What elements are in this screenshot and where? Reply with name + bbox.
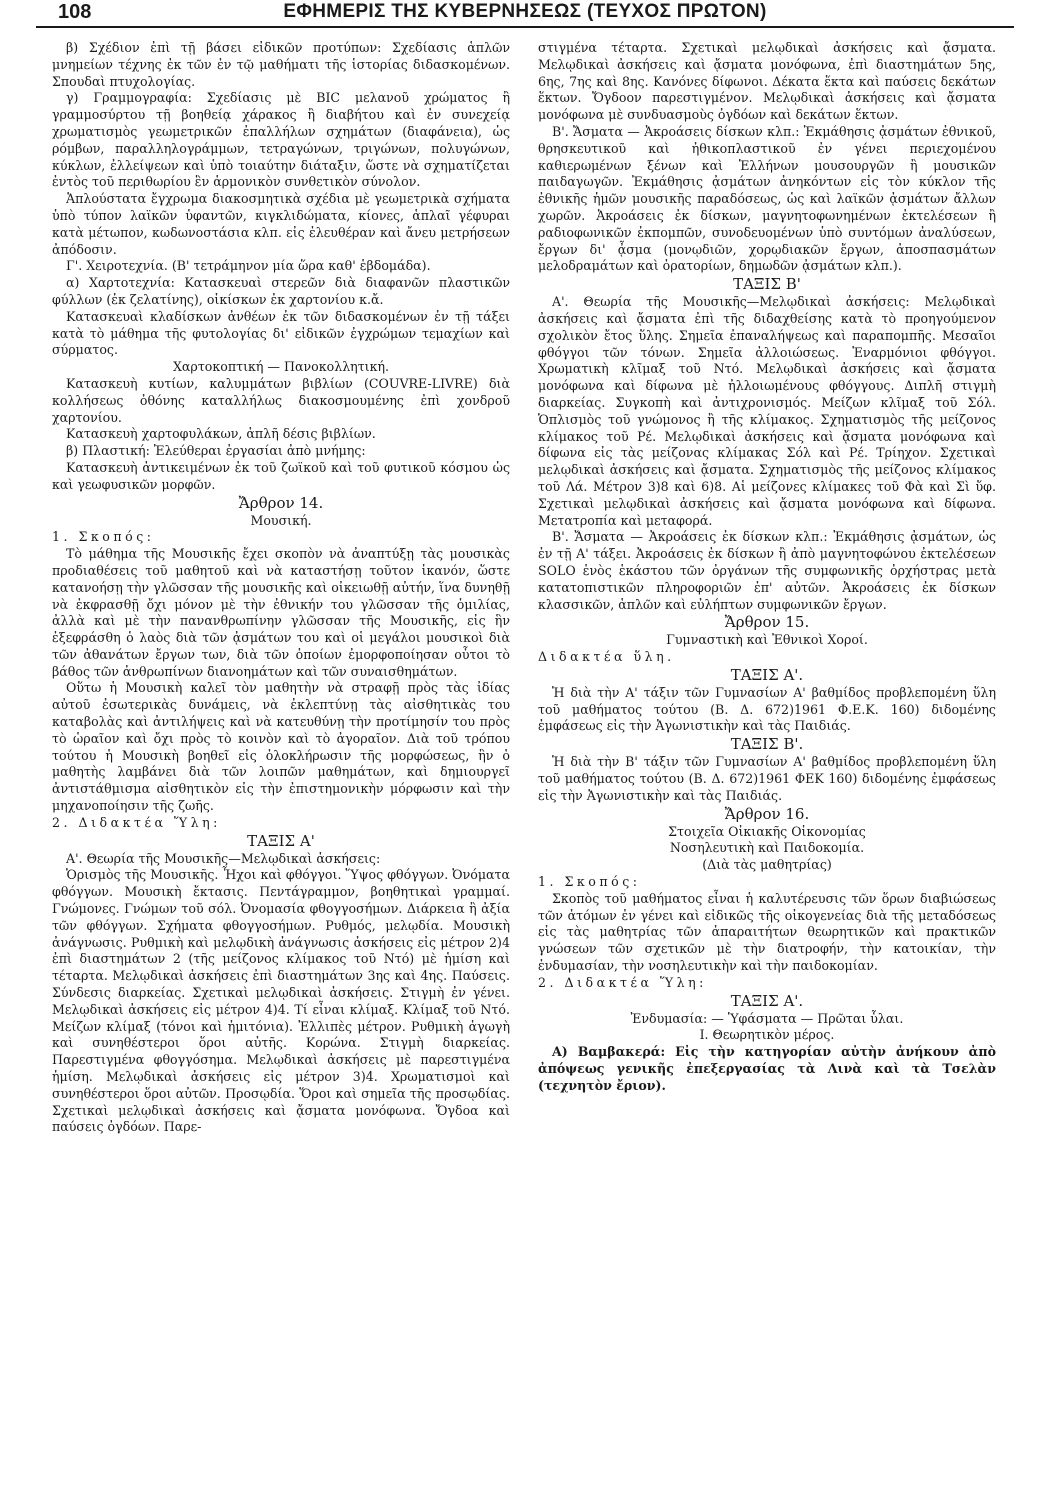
class-heading: ΤΑΞΙΣ Α': [247, 831, 315, 850]
article-subheading: Νοσηλευτικὴ καὶ Παιδοκομία.: [669, 840, 865, 856]
section-heading: 2. Διδακτέα Ὕλη:: [538, 974, 707, 990]
gazette-title: ΕΦΗΜΕΡΙΣ ΤΗΣ ΚΥΒΕΡΝΗΣΕΩΣ (ΤΕΥΧΟΣ ΠΡΩΤΟΝ): [283, 1, 767, 22]
left-column: [52, 40, 510, 1136]
paragraph: Α'. Θεωρία τῆς Μουσικῆς—Μελῳδικαὶ ἀσκήσεις: Μελῳδικαὶ ἀσκήσεις καὶ ᾄσματα ἐπὶ τῆς διδαχθείσης κατὰ τὸ προηγούμενον σχολικὸν ἔτος ὕλης. Σημεῖα ἐπαναλήψεως καὶ παραπομπῆς. Μεσαῖοι φθόγγοι τῶν τόνων. Σημεῖα ἀλλοιώσεως. Ἐναρμόνιοι φθόγγοι. Χρωματικὴ κλῖμαξ τοῦ Ντό. Μελῳδικαὶ ἀσκήσεις καὶ ᾄσματα μονόφωνα καὶ δίφωνα μὲ ἠλλοιωμένους φθόγγους. Διπλῆ στιγμὴ διαρκείας. Συγκοπὴ καὶ ἀντιχρονισμός. Μείζων κλῖμαξ τοῦ Σόλ. Ὁπλισμὸς τοῦ γνώμονος ἢ τῆς κλίμακος. Σχηματισμὸς τῆς μείζονος κλίμακος τοῦ Ρέ. Μελῳδικαὶ ἀσκήσεις καὶ ᾄσματα μονόφωνα καὶ δίφωνα εἰς τὰς μείζονας κλίμακας Σόλ καὶ Ρέ. Τρίηχον. Σχετικαὶ μελῳδικαὶ ἀσκήσεις καὶ ᾄσματα. Σχηματισμὸς τῆς μείζονος κλίμακος τοῦ Λά. Μέτρον 3)8 καὶ 6)8. Αἱ μείζονες κλίμακες τοῦ Φὰ καὶ Σὶ ὕφ. Σχετικαὶ μελῳδικαὶ ἀσκήσεις καὶ ᾄσματα μονόφωνα καὶ δίφωνα. Μετατροπία καὶ μεταφορά.: [538, 294, 996, 528]
article-heading: Ἄρθρον 14.: [238, 493, 324, 512]
paragraph: Ὁρισμὸς τῆς Μουσικῆς. Ἦχοι καὶ φθόγγοι. Ὕψος φθόγγων. Ὀνόματα φθόγγων. Μουσικὴ ἔκτασις. Πεντάγραμμον, βοηθητικαὶ γραμμαί. Γνώμονες. Γνώμων τοῦ σόλ. Ὀνομασία φθογγοσήμων. Διάρκεια ἢ ἀξία τῶν φθόγγων. Σχήματα φθογγοσήμων. Ρυθμός, μελῳδία. Μουσικὴ ἀνάγνωσις. Ρυθμικὴ καὶ μελῳδικὴ ἀνάγνωσις ἀσκήσεις εἰς μέτρον 2)4 ἐπὶ διαστημάτων 2 (τῆς μείζονος κλίμακος τοῦ Ντό) μὲ ἡμίση καὶ τέταρτα. Μελῳδικαὶ ἀσκήσεις ἐπὶ διαστημάτων 3ης καὶ 4ης. Παύσεις. Σύνδεσις διαρκείας. Σχετικαὶ μελῳδικαὶ ἀσκήσεις. Στιγμὴ ἐν γένει. Μελῳδικαὶ ἀσκήσεις εἰς μέτρον 4)4. Τί εἶναι κλίμαξ. Κλίμαξ τοῦ Ντό. Μείζων κλίμαξ (τόνοι καὶ ἡμιτόνια). Ἐλλιπὲς μέτρον. Ρυθμικὴ ἀγωγὴ καὶ συνηθέστεροι ὅροι αὐτῆς. Κορώνα. Στιγμὴ διαρκείας. Παρεστιγμένα φθογγόσημα. Μελῳδικαὶ ἀσκήσεις μὲ παρεστιγμένα ἡμίση. Μελῳδικαὶ ἀσκήσεις εἰς μέτρον 3)4. Χρωματισμοὶ καὶ συνηθέστεροι ὅροι αὐτῶν. Προσῳδία. Ὅροι καὶ σημεῖα τῆς προσῳδίας. Σχετικαὶ μελῳδικαὶ ἀσκήσεις καὶ ᾄσματα μονόφωνα. Ὄγδοα καὶ παύσεις ὀγδόων. Παρε-: [52, 867, 510, 1135]
paragraph: Σκοπὸς τοῦ μαθήματος εἶναι ἡ καλυτέρευσις τῶν ὅρων διαβιώσεως τῶν ἀτόμων ἐν γένει καὶ εἰδικῶς τῆς οἰκογενείας διὰ τῆς μεταδόσεως εἰς τὰς μαθητρίας τῶν ἀπαραιτήτων θεωρητικῶν καὶ πρακτικῶν γνώσεων τῶν σχετικῶν μὲ τὴν διατροφήν, τὴν κατοικίαν, τὴν ἐνδυμασίαν, τὴν νοσηλευτικὴν καὶ τὴν παιδοκομίαν.: [538, 890, 996, 974]
subheading: Ι. Θεωρητικὸν μέρος.: [699, 1027, 835, 1043]
article-subheading: (Διὰ τὰς μαθητρίας): [702, 857, 832, 873]
article-subheading: Μουσική.: [250, 512, 312, 528]
page-header: [36, 0, 1014, 28]
paragraph: Κατασκευὴ κυτίων, καλυμμάτων βιβλίων (COUVRE-LIVRE) διὰ κολλήσεως ὀθόνης καταλλήλως διακοσμουμένης ἐπὶ χονδροῦ χαρτονίου.: [52, 375, 510, 425]
paragraph: Οὕτω ἡ Μουσικὴ καλεῖ τὸν μαθητὴν νὰ στραφῇ πρὸς τὰς ἰδίας αὐτοῦ ἐσωτερικὰς δυνάμεις, νὰ ἐκλεπτύνῃ τὰς αἰσθητικὰς του καταβολὰς καὶ ἀντιλήψεις καὶ νὰ κατευθύνῃ τὴν προτίμησίν του πρὸς τὸ ὡραῖον καὶ ὄχι πρὸς τὸ κοινὸν καὶ τὸ ἀγοραῖον. Διὰ τοῦ τρόπου τούτου ἡ Μουσικὴ βοηθεῖ εἰς ὁλοκλήρωσιν τῆς μορφώσεως, ἣν ὁ μαθητὴς λαμβάνει διὰ τῶν λοιπῶν μαθημάτων, καὶ δημιουργεῖ ἀντιστάθμισμα αἰσθητικὸν εἰς τὴν ἐπιστημονικὴν μόρφωσιν καὶ τὴν μηχανοποίησιν τῆς ζωῆς.: [52, 680, 510, 814]
paragraph: Α'. Θεωρία τῆς Μουσικῆς—Μελῳδικαὶ ἀσκήσεις:: [66, 850, 381, 866]
subheading: Χαρτοκοπτική — Πανοκολλητική.: [172, 359, 390, 375]
section-heading: 1. Σκοπός:: [52, 529, 155, 545]
class-heading: ΤΑΞΙΣ Α'.: [730, 991, 804, 1010]
paragraph: Β'. Ἄσματα — Ἀκροάσεις δίσκων κλπ.: Ἐκμάθησις ᾀσμάτων ἐθνικοῦ, θρησκευτικοῦ καὶ ἠθικοπλαστικοῦ ἐν γένει περιεχομένου καθιερωμένων ξένων καὶ Ἑλλήνων μουσουργῶν ἢ μουσικῶν παιδαγωγῶν. Ἐκμάθησις ᾀσμάτων ἀνηκόντων εἰς τὸν κύκλον τῆς ἐθνικῆς ἡμῶν μουσικῆς παραδόσεως, ὡς καὶ λαϊκῶν ᾀσμάτων ἄλλων χωρῶν. Ἀκροάσεις ἐκ δίσκων, μαγνητοφωνημένων ἐκτελέσεων ἢ ραδιοφωνικῶν ἐκπομπῶν, συνοδευομένων ὑπὸ συντόμων ἀναλύσεων, ἔργων δι' ᾆσμα (μονῳδιῶν, χορῳδιακῶν ἔργων, ἀποσπασμάτων μελοδραμάτων καὶ ὀρατορίων, δημωδῶν ᾀσμάτων κλπ.).: [538, 123, 996, 274]
paragraph: Α) Βαμβακερά: Εἰς τὴν κατηγορίαν αὐτὴν ἀνήκουν ἀπὸ ἀπόψεως γενικῆς ἐπεξεργασίας τὰ Λινὰ καὶ τὰ Τσελὰν (τεχνητὸν ἔριον).: [538, 1044, 996, 1093]
article-heading: Ἄρθρον 16.: [724, 804, 810, 823]
subheading: Ἐνδυμασία: — Ὑφάσματα — Πρῶται ὗλαι.: [630, 1010, 904, 1026]
paragraph: α) Χαρτοτεχνία: Κατασκευαὶ στερεῶν διὰ διαφανῶν πλαστικῶν φύλλων (ἐκ ζελατίνης), οἰκίσκων ἐκ χαρτονίου κ.ἄ.: [52, 275, 510, 307]
class-heading: ΤΑΞΙΣ Β'.: [730, 735, 804, 754]
paragraph: Ἡ διὰ τὴν Β' τάξιν τῶν Γυμνασίων Α' βαθμίδος προβλεπομένη ὕλη τοῦ μαθήματος τούτου (Β. Δ. 672)1961 ΦΕΚ 160) διδομένης ἐμφάσεως εἰς τὴν Ἀγωνιστικὴν καὶ τὰς Παιδιάς.: [538, 754, 996, 803]
paragraph: Κατασκευὴ χαρτοφυλάκων, ἁπλῆ δέσις βιβλίων.: [66, 426, 376, 442]
section-heading: 2. Διδακτέα Ὕλη:: [52, 814, 221, 830]
paragraph: Ἁπλούστατα ἔγχρωμα διακοσμητικὰ σχέδια μὲ γεωμετρικὰ σχήματα ὑπὸ τύπον λαϊκῶν ὑφαντῶν, κιγκλιδώματα, κίονες, ἁπλαῖ γέφυραι κατὰ μέτωπον, κωδωνοστάσια κλπ. εἰς ἐλευθέραν καὶ ἄνευ μετρήσεων ἀπόδοσιν.: [52, 191, 510, 257]
page-number: 108: [58, 1, 92, 23]
paragraph: Γ'. Χειροτεχνία. (Β' τετράμηνον μία ὥρα καθ' ἑβδομάδα).: [66, 258, 431, 274]
class-heading: ΤΑΞΙΣ Α'.: [730, 665, 804, 684]
paragraph: γ) Γραμμογραφία: Σχεδίασις μὲ BIC μελανοῦ χρώματος ἢ γραμμοσύρτου τῇ βοηθείᾳ χάρακος ἢ διαβήτου καὶ ἐν συνεχείᾳ χρωματισμὸς γεωμετρικῶν ἐπαλλήλων σχημάτων (διαφάνεια), ὡς ρόμβων, παραλληλογράμμων, τετραγώνων, τριγώνων, πολυγώνων, κύκλων, ἐλλείψεων καὶ ὑπὸ τοιαύτην διάταξιν, ὥστε νὰ σχηματίζεται ἐντὸς τοῦ περιθωρίου ἓν ἁρμονικὸν συνθετικὸν σύνολον.: [52, 90, 510, 190]
paragraph: β) Σχέδιον ἐπὶ τῇ βάσει εἰδικῶν προτύπων: Σχεδίασις ἁπλῶν μνημείων τέχνης ἐκ τῶν ἐν τῷ μαθήματι τῆς ἱστορίας διδασκομένων. Σπουδαὶ πτυχολογίας.: [52, 40, 510, 89]
paragraph: Τὸ μάθημα τῆς Μουσικῆς ἔχει σκοπὸν νὰ ἀναπτύξῃ τὰς μουσικὰς προδιαθέσεις τοῦ μαθητοῦ καὶ νὰ καταστήσῃ τοῦτον ἱκανόν, ὥστε κατανοήσῃ τὴν γλῶσσαν τῆς μουσικῆς καὶ οἰκειωθῇ αὐτήν, ἵνα δυνηθῇ νὰ ἐκφρασθῇ ὄχι μόνον μὲ τὴν ἐθνικήν του γλῶσσαν τῆς ὁμιλίας, ἀλλὰ καὶ μὲ τὴν πανανθρωπίνην γλῶσσαν τῆς Μουσικῆς, εἰς ἣν ἐξεφράσθη ὁ λαὸς διὰ τῶν ᾀσμάτων του καὶ οἱ μεγάλοι μουσικοὶ διὰ τῶν ἀθανάτων ἔργων των, διὰ τῶν ὁποίων ἐμορφοποίησαν οὗτοι τὸ βάθος τῶν ἀνθρωπίνων διανοημάτων καὶ τῶν συναισθημάτων.: [52, 546, 510, 679]
paragraph: στιγμένα τέταρτα. Σχετικαὶ μελῳδικαὶ ἀσκήσεις καὶ ᾄσματα. Μελῳδικαὶ ἀσκήσεις καὶ ᾄσματα μονόφωνα, ἐπὶ διαστημάτων 5ης, 6ης, 7ης καὶ 8ης. Κανόνες δίφωνοι. Δέκατα ἕκτα καὶ παύσεις δεκάτων ἕκτων. Ὄγδοον παρεστιγμένον. Μελῳδικαὶ ἀσκήσεις καὶ ᾄσματα μονόφωνα μὲ συνδυασμοὺς ὀγδόων καὶ δεκάτων ἕκτων.: [538, 40, 996, 123]
paragraph: Β'. Ἄσματα — Ἀκροάσεις ἐκ δίσκων κλπ.: Ἐκμάθησις ᾀσμάτων, ὡς ἐν τῇ Α' τάξει. Ἀκροάσεις ἐκ δίσκων ἢ ἀπὸ μαγνητοφώνου ἐκτελέσεων SOLO ἑνὸς ἑκάστου τῶν ὀργάνων τῆς συμφωνικῆς ὀρχήστρας μετὰ κατατοπιστικῶν πληροφοριῶν ἐπ' αὐτῶν. Ἀκροάσεις ἐκ δίσκων κλασσικῶν, ἁπλῶν καὶ εὐλήπτων συμφωνικῶν ἔργων.: [538, 529, 996, 612]
paragraph: Ἡ διὰ τὴν Α' τάξιν τῶν Γυμνασίων Α' βαθμίδος προβλεπομένη ὕλη τοῦ μαθήματος τούτου (Β. Δ. 672)1961 Φ.Ε.Κ. 160) διδομένης ἐμφάσεως εἰς τὴν Ἀγωνιστικὴν καὶ τὰς Παιδιάς.: [538, 684, 996, 734]
section-heading: 1. Σκοπός:: [538, 874, 641, 890]
paragraph: Κατασκευὴ ἀντικειμένων ἐκ τοῦ ζωϊκοῦ καὶ τοῦ φυτικοῦ κόσμου ὡς καὶ γεωφυσικῶν μορφῶν.: [52, 459, 510, 492]
class-heading: ΤΑΞΙΣ Β': [733, 275, 801, 294]
right-column: [538, 40, 996, 1095]
article-subheading: Γυμναστικὴ καὶ Ἐθνικοὶ Χοροί.: [666, 632, 868, 648]
paragraph: β) Πλαστική: Ἐλεύθεραι ἐργασίαι ἀπὸ μνήμης:: [66, 443, 366, 459]
paragraph: Κατασκευαὶ κλαδίσκων ἀνθέων ἐκ τῶν διδασκομένων ἐν τῇ τάξει κατὰ τὸ μάθημα τῆς φυτολογίας δι' εἰδικῶν ἐγχρώμων τεμαχίων καὶ σύρματος.: [52, 308, 510, 358]
article-heading: Ἄρθρον 15.: [724, 613, 810, 632]
section-heading: Διδακτέα ὕλη.: [538, 649, 675, 665]
article-subheading: Στοιχεῖα Οἰκιακῆς Οἰκονομίας: [668, 823, 866, 839]
